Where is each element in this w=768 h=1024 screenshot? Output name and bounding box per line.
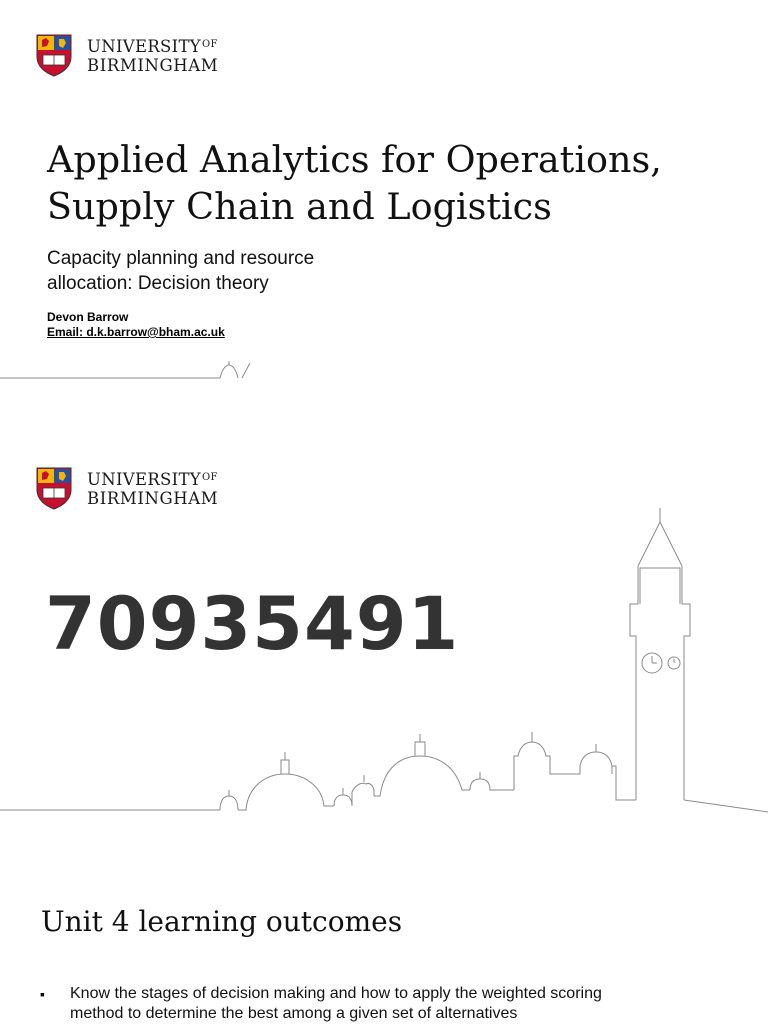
author-email-link[interactable]: Email: d.k.barrow@bham.ac.uk — [47, 325, 225, 339]
course-title — [47, 136, 662, 230]
wordmark-university: UNIVERSITY — [87, 37, 201, 56]
lecture-subtitle-line2: allocation: Decision theory — [47, 273, 269, 294]
course-title-line1: Applied Analytics for Operations, — [47, 138, 662, 181]
document-id-number: 70935491 — [45, 582, 460, 667]
university-wordmark — [87, 35, 218, 75]
learning-outcomes-title: Unit 4 learning outcomes — [41, 905, 403, 938]
wordmark-birmingham: BIRMINGHAM — [87, 56, 219, 75]
lecture-subtitle-line1: Capacity planning and resource — [47, 248, 315, 269]
wordmark-of: OF — [201, 472, 218, 483]
university-wordmark — [87, 468, 218, 508]
slide1-skyline-decoration — [0, 355, 768, 385]
university-crest-icon — [35, 33, 73, 77]
author-name: Devon Barrow — [47, 310, 129, 324]
lecture-subtitle — [47, 246, 314, 296]
course-title-line2: Supply Chain and Logistics — [47, 185, 552, 228]
wordmark-birmingham: BIRMINGHAM — [87, 489, 219, 508]
list-item — [40, 984, 670, 1024]
birmingham-skyline-illustration — [0, 505, 768, 815]
university-logo — [35, 33, 218, 77]
university-logo-2 — [35, 466, 218, 510]
learning-outcome-line2: method to determine the best among a given set of alternatives — [70, 1005, 518, 1022]
university-crest-icon — [35, 466, 73, 510]
bullet-marker: ▪ — [40, 986, 45, 1002]
wordmark-of: OF — [201, 39, 218, 50]
learning-outcome-line1: Know the stages of decision making and how to apply the weighted scoring — [70, 985, 602, 1002]
wordmark-university: UNIVERSITY — [87, 470, 201, 489]
learning-outcome-text — [70, 984, 670, 1024]
